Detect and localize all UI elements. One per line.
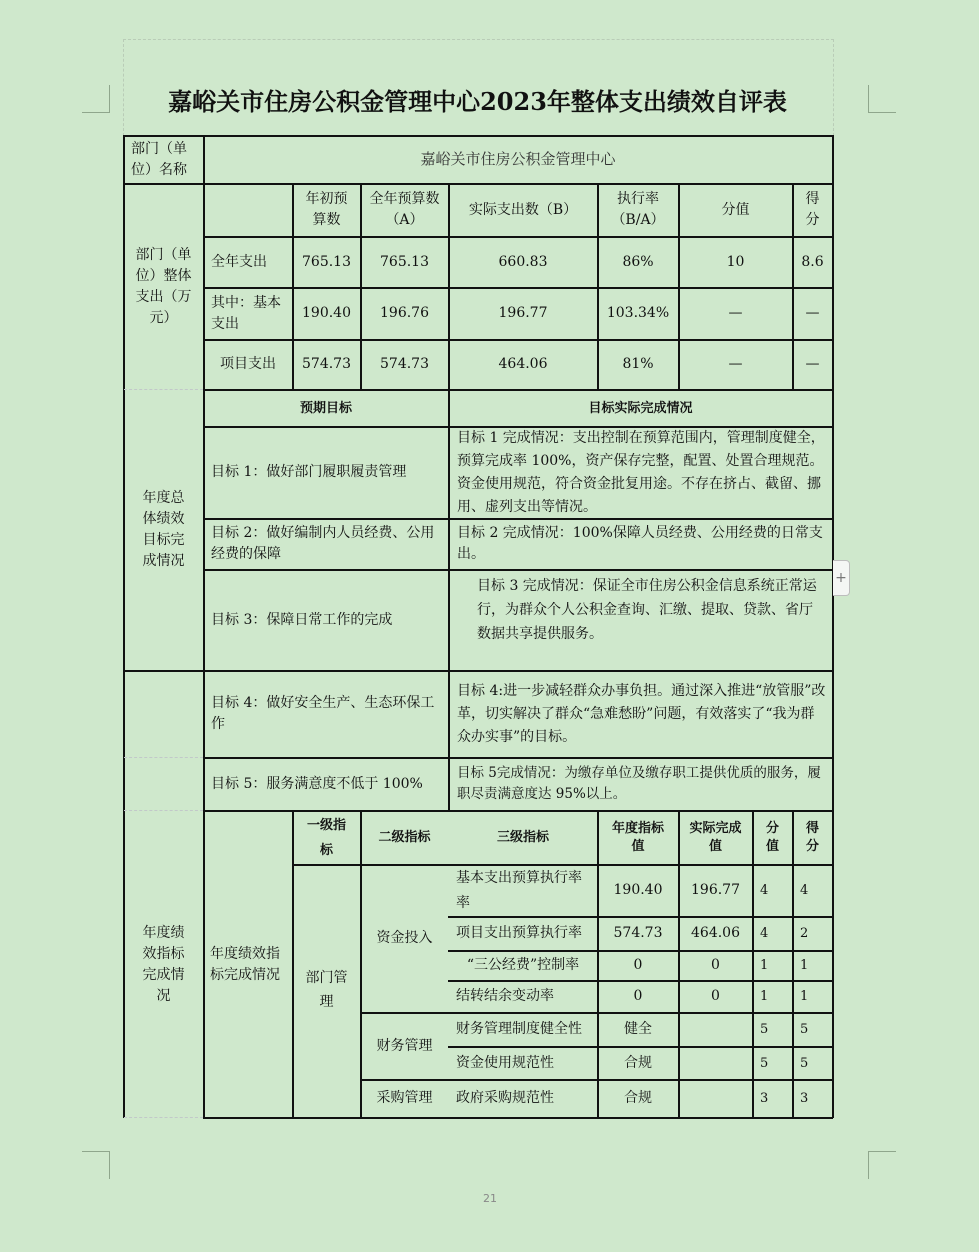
indicator-header-level2: 二级指标 xyxy=(378,830,431,845)
spending-initial: 574.73 xyxy=(302,356,351,372)
spending-name: 项目支出 xyxy=(220,356,276,372)
dept-name-label: 部门（单位）名称 xyxy=(131,140,187,178)
spending-name: 其中：基本支出 xyxy=(211,294,281,332)
indicator-actual: 0 xyxy=(711,957,720,973)
goal-expected: 目标 2：做好编制内人员经费、公用经费的保障 xyxy=(211,525,435,562)
spending-actual: 660.83 xyxy=(498,253,548,270)
spending-rate: 103.34% xyxy=(606,305,670,321)
indicator-target: 合规 xyxy=(624,1090,652,1106)
spending-rate: 81% xyxy=(622,356,654,372)
spending-score: — xyxy=(805,305,820,321)
indicator-level3: 结转结余变动率 xyxy=(456,988,554,1004)
indicator-weight: 5 xyxy=(760,1055,769,1071)
indicator-level3: 政府采购规范性 xyxy=(456,1090,554,1106)
indicator-header-target: 年度指标值 xyxy=(611,820,664,854)
indicator-level1: 部门管理 xyxy=(305,970,348,1010)
indicator-level3: 基本支出预算执行率率 xyxy=(456,869,582,911)
indicator-header-level1: 一级指标 xyxy=(307,817,347,858)
spending-score: — xyxy=(805,356,820,372)
indicator-score: 3 xyxy=(800,1091,809,1106)
indicator-actual xyxy=(679,1080,752,1117)
spending-row-label: 部门（单位）整体支出（万元） xyxy=(135,247,192,326)
goal-expected: 目标 3：保障日常工作的完成 xyxy=(211,611,393,628)
indicator-level3: 资金使用规范性 xyxy=(456,1054,554,1071)
indicator-score: 2 xyxy=(800,926,809,941)
indicator-header-level3: 三级指标 xyxy=(496,830,549,845)
goal-expected: 目标 5：服务满意度不低于 100% xyxy=(211,775,423,792)
indicator-score: 5 xyxy=(800,1022,809,1037)
indicator-weight: 4 xyxy=(760,883,769,898)
indicator-actual: 196.77 xyxy=(691,882,740,898)
goal-result: 目标 3 完成情况：保证全市住房公积金信息系统正常运行，为群众个人公积金查询、汇缴、提取、贷款、省厅数据共享提供服务。 xyxy=(477,578,817,642)
indicator-target: 0 xyxy=(633,957,643,973)
indicator-target: 190.40 xyxy=(613,882,663,898)
page-number: 21 xyxy=(483,1192,497,1205)
indicator-actual xyxy=(679,1013,752,1046)
spending-name: 全年支出 xyxy=(211,253,267,270)
spending-actual: 464.06 xyxy=(498,356,548,372)
spending-header-initial: 年初预算数 xyxy=(305,191,348,228)
add-button[interactable] xyxy=(833,560,850,596)
indicator-target: 合规 xyxy=(624,1054,652,1071)
spending-score: 8.6 xyxy=(801,253,824,270)
plus-icon: + xyxy=(835,570,847,586)
spending-annual: 196.76 xyxy=(380,305,429,321)
spending-rate: 86% xyxy=(622,253,654,270)
indicator-header-actual: 实际完成值 xyxy=(689,820,742,854)
goal-result: 目标 5完成情况：为缴存单位及缴存职工提供优质的服务，履职尽责满意度达 95%以上。 xyxy=(457,765,821,802)
goal-result: 目标 2 完成情况：100%保障人员经费、公用经费的日常支出。 xyxy=(457,525,823,562)
spending-header-rate: 执行率（B/A） xyxy=(611,191,665,228)
goals-header-actual: 目标实际完成情况 xyxy=(588,400,693,416)
spending-weight: 10 xyxy=(726,253,745,270)
indicator-weight: 1 xyxy=(760,958,769,973)
spending-actual: 196.77 xyxy=(498,305,548,321)
indicator-score: 4 xyxy=(800,883,809,898)
corner-mark-top-left xyxy=(82,85,110,113)
spending-header-actual: 实际支出数（B） xyxy=(468,201,578,218)
document-title: 嘉峪关市住房公积金管理中心2023年整体支出绩效自评表 xyxy=(168,87,787,116)
goal-result: 目标 1 完成情况：支出控制在预算范围内，管理制度健全，预算完成率 100%，资产保存完整，配置、处置合理规范。资金使用规范，符合资金批复用途。不存在挤占、截留、挪用、虚列支出等情况。 xyxy=(457,429,825,515)
indicator-weight: 1 xyxy=(760,989,769,1004)
corner-mark-top-right xyxy=(868,85,896,113)
goals-header-expected: 预期目标 xyxy=(299,400,352,416)
spending-header-annual: 全年预算数（A） xyxy=(369,191,440,228)
goal-expected: 目标 1：做好部门履职履责管理 xyxy=(211,464,407,480)
indicators-row-label: 年度绩效指标完成情况 xyxy=(142,925,185,1004)
indicator-weight: 3 xyxy=(760,1091,769,1106)
indicator-actual xyxy=(679,1047,752,1079)
indicator-level3: “三公经费”控制率 xyxy=(466,957,580,973)
indicator-score: 1 xyxy=(800,958,809,973)
spending-annual: 765.13 xyxy=(380,253,429,270)
corner-mark-bottom-right xyxy=(868,1151,896,1179)
indicator-header-weight: 分值 xyxy=(765,820,779,854)
indicator-level2: 采购管理 xyxy=(376,1090,433,1106)
spending-initial: 190.40 xyxy=(302,305,351,321)
spending-annual: 574.73 xyxy=(380,356,429,372)
goal-result: 目标 4:进一步减轻群众办事负担。通过深入推进“放管服”改革，切实解决了群众“急难愁盼”问题，有效落实了“我为群众办实事”的目标。 xyxy=(457,682,826,745)
spending-weight: — xyxy=(728,356,743,372)
indicator-actual: 464.06 xyxy=(691,925,740,941)
dept-name-value: 嘉峪关市住房公积金管理中心 xyxy=(420,150,616,168)
indicator-header-score: 得分 xyxy=(805,820,819,854)
spending-header-score: 得分 xyxy=(805,191,820,228)
indicator-score: 1 xyxy=(800,989,809,1004)
spending-weight: — xyxy=(728,305,743,321)
indicator-score: 5 xyxy=(800,1055,809,1071)
spending-header-weight: 分值 xyxy=(721,201,750,218)
indicator-actual: 0 xyxy=(711,988,720,1004)
goal-expected: 目标 4：做好安全生产、生态环保工作 xyxy=(211,695,435,732)
indicator-target: 574.73 xyxy=(613,925,663,941)
indicator-level2: 财务管理 xyxy=(376,1037,433,1054)
indicator-weight: 4 xyxy=(760,926,769,941)
indicator-weight: 5 xyxy=(760,1022,769,1037)
indicator-target: 健全 xyxy=(624,1021,652,1037)
indicator-level3: 财务管理制度健全性 xyxy=(456,1021,582,1037)
indicator-level3: 项目支出预算执行率 xyxy=(456,925,582,941)
goals-row-label: 年度总体绩效目标完成情况 xyxy=(142,490,185,569)
spending-initial: 765.13 xyxy=(302,253,351,270)
corner-mark-bottom-left xyxy=(82,1151,110,1179)
indicator-target: 0 xyxy=(633,988,643,1004)
indicators-sub-label: 年度绩效指标完成情况 xyxy=(210,946,280,983)
indicator-level2: 资金投入 xyxy=(376,930,433,946)
